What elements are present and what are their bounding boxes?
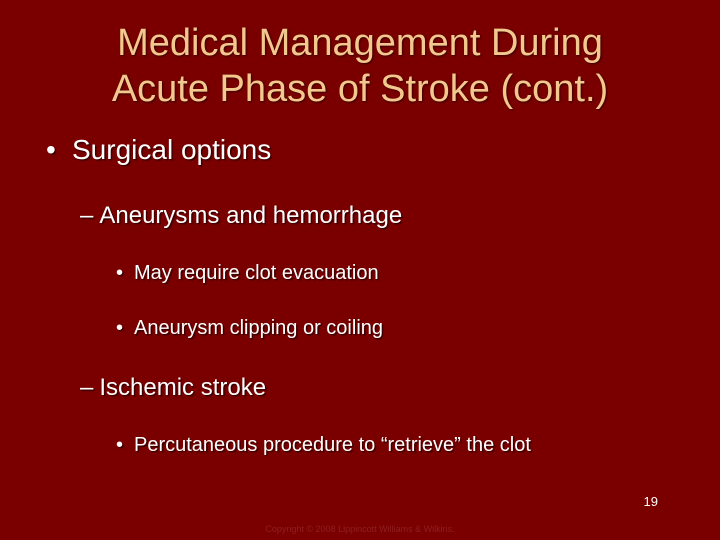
dash-marker: – bbox=[80, 374, 94, 401]
bullet-marker: • bbox=[116, 262, 124, 284]
copyright-notice: Copyright © 2008 Lippincott Williams & Wilkins. bbox=[265, 524, 455, 534]
page-number: 19 bbox=[643, 494, 658, 509]
bullet-marker: • bbox=[46, 134, 56, 165]
sub-bullet-text: Aneurysms and hemorrhage bbox=[99, 202, 403, 229]
sub-bullet-ischemic-stroke bbox=[80, 374, 266, 402]
sub-sub-bullet-text: May require clot evacuation bbox=[134, 262, 379, 284]
sub-sub-bullet-text: Aneurysm clipping or coiling bbox=[134, 317, 384, 339]
slide-title-line-1: Medical Management During bbox=[117, 22, 603, 64]
slide-title bbox=[40, 20, 680, 112]
sub-bullet-text: Ischemic stroke bbox=[99, 374, 267, 401]
sub-bullet-aneurysms bbox=[80, 202, 402, 230]
slide-title-line-2: Acute Phase of Stroke (cont.) bbox=[111, 68, 609, 110]
sub-sub-bullet-percutaneous bbox=[116, 434, 531, 457]
bullet-text: Surgical options bbox=[72, 134, 272, 165]
sub-sub-bullet-clipping-coiling bbox=[116, 317, 383, 340]
bullet-marker: • bbox=[116, 434, 124, 456]
bullet-surgical-options bbox=[46, 134, 271, 166]
sub-sub-bullet-text: Percutaneous procedure to “retrieve” the clot bbox=[134, 434, 531, 456]
dash-marker: – bbox=[80, 202, 94, 229]
sub-sub-bullet-clot-evacuation bbox=[116, 262, 379, 285]
bullet-marker: • bbox=[116, 317, 124, 339]
